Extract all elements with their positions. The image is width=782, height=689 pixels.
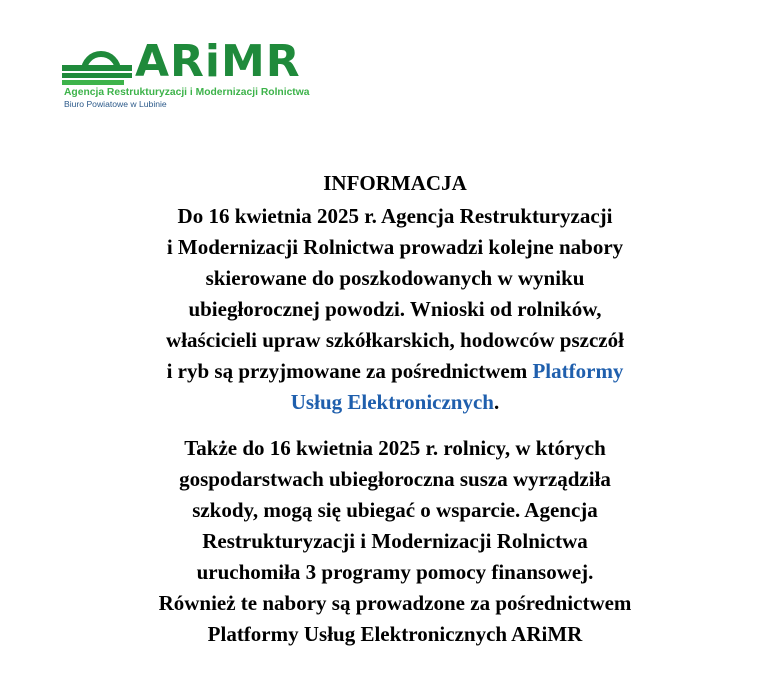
text-line: gospodarstwach ubiegłoroczna susza wyrządziła bbox=[179, 467, 611, 491]
arimr-emblem-icon bbox=[62, 38, 132, 86]
logo-office-name: Biuro Powiatowe w Lubinie bbox=[64, 99, 167, 109]
text-line: Do 16 kwietnia 2025 r. Agencja Restrukturyzacji bbox=[177, 204, 613, 228]
text-line bbox=[70, 356, 720, 387]
text-fragment: . bbox=[493, 390, 500, 414]
text-line: i Modernizacji Rolnictwa prowadzi kolejne nabory bbox=[166, 235, 624, 259]
text-line: skierowane do poszkodowanych w wyniku bbox=[205, 266, 585, 290]
text-line: ubiegłorocznej powodzi. Wnioski od rolników, bbox=[188, 297, 602, 321]
text-line: Także do 16 kwietnia 2025 r. rolnicy, w których bbox=[184, 436, 606, 460]
text-line: Platformy Usług Elektronicznych ARiMR bbox=[207, 622, 583, 646]
arimr-logo bbox=[62, 36, 310, 112]
document-body bbox=[70, 168, 720, 650]
text-line: uruchomiła 3 programy pomocy finansowej. bbox=[196, 560, 594, 584]
document-title: INFORMACJA bbox=[323, 171, 467, 195]
text-line: Restrukturyzacji i Modernizacji Rolnictwa bbox=[202, 529, 588, 553]
platform-link-part1[interactable]: Platformy bbox=[532, 359, 624, 383]
platform-link-part2[interactable]: Usług Elektronicznych bbox=[290, 390, 494, 414]
logo-wordmark: ARiMR bbox=[135, 36, 301, 87]
paragraph-drought-aid bbox=[70, 433, 720, 650]
text-line: szkody, mogą się ubiegać o wsparcie. Agencja bbox=[192, 498, 598, 522]
logo-agency-name: Agencja Restrukturyzacji i Modernizacji Rolnictwa bbox=[64, 87, 310, 98]
paragraph-flood-aid bbox=[70, 201, 720, 418]
text-line: Również te nabory są prowadzone za pośrednictwem bbox=[158, 591, 632, 615]
text-line bbox=[70, 387, 720, 418]
text-line: właścicieli upraw szkółkarskich, hodowców pszczół bbox=[166, 328, 624, 352]
text-fragment: i ryb są przyjmowane za pośrednictwem bbox=[166, 359, 533, 383]
